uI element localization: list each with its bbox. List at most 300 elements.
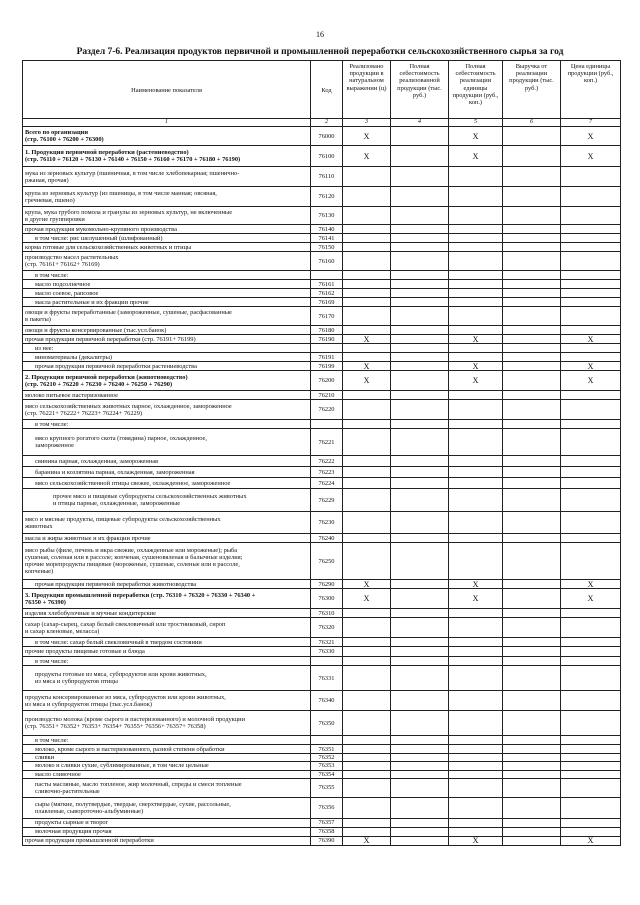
value-cell[interactable] <box>343 618 391 638</box>
value-cell[interactable] <box>343 534 391 543</box>
value-cell[interactable] <box>449 187 503 207</box>
column-number-row <box>23 119 621 127</box>
value-cell[interactable] <box>391 657 449 666</box>
table-row <box>23 289 621 298</box>
value-cell[interactable] <box>503 657 561 666</box>
value-cell[interactable] <box>343 543 391 580</box>
value-cell[interactable] <box>561 456 621 467</box>
value-cell[interactable] <box>449 298 503 307</box>
value-cell[interactable] <box>449 534 503 543</box>
value-cell[interactable]: X <box>561 589 621 609</box>
value-cell[interactable]: X <box>449 371 503 391</box>
value-cell[interactable] <box>503 580 561 589</box>
value-cell[interactable] <box>561 243 621 252</box>
value-cell[interactable] <box>343 754 391 762</box>
value-cell[interactable] <box>391 289 449 298</box>
value-cell[interactable] <box>449 736 503 745</box>
value-cell[interactable] <box>343 353 391 362</box>
value-cell[interactable]: X <box>561 836 621 845</box>
value-cell[interactable] <box>449 762 503 770</box>
value-cell[interactable] <box>449 456 503 467</box>
value-cell[interactable] <box>503 298 561 307</box>
table-row <box>23 353 621 362</box>
value-cell[interactable] <box>343 770 391 778</box>
value-cell[interactable] <box>449 638 503 647</box>
value-cell[interactable] <box>503 754 561 762</box>
value-cell[interactable] <box>561 280 621 289</box>
row-code: 76353 <box>311 762 343 770</box>
value-cell[interactable] <box>391 618 449 638</box>
value-cell[interactable]: X <box>343 335 391 344</box>
value-cell[interactable] <box>391 207 449 225</box>
row-code: 76222 <box>311 456 343 467</box>
value-cell[interactable] <box>503 280 561 289</box>
value-cell[interactable] <box>343 400 391 420</box>
value-cell[interactable] <box>561 618 621 638</box>
value-cell[interactable] <box>561 298 621 307</box>
value-cell[interactable] <box>391 711 449 736</box>
value-cell[interactable]: X <box>343 589 391 609</box>
row-name: крупа из зерновых культур (из пшеницы, в том числе манная; овсяная, гречневая, пшено) <box>23 187 311 207</box>
value-cell[interactable] <box>343 391 391 400</box>
value-cell[interactable] <box>503 609 561 618</box>
value-cell[interactable] <box>561 827 621 836</box>
value-cell[interactable] <box>343 187 391 207</box>
value-cell[interactable] <box>561 489 621 512</box>
value-cell[interactable] <box>343 778 391 797</box>
value-cell[interactable] <box>561 234 621 243</box>
value-cell[interactable] <box>449 467 503 478</box>
value-cell[interactable] <box>503 666 561 691</box>
value-cell[interactable] <box>561 289 621 298</box>
value-cell[interactable] <box>503 289 561 298</box>
value-cell[interactable] <box>503 243 561 252</box>
value-cell[interactable] <box>343 691 391 711</box>
value-cell[interactable] <box>449 391 503 400</box>
value-cell[interactable] <box>503 745 561 754</box>
value-cell[interactable] <box>503 647 561 657</box>
value-cell[interactable] <box>503 489 561 512</box>
row-name: масла и жиры животные и их фракции прочие <box>23 534 311 543</box>
row-code: 76150 <box>311 243 343 252</box>
value-cell[interactable] <box>449 478 503 489</box>
value-cell[interactable] <box>449 280 503 289</box>
value-cell[interactable] <box>343 666 391 691</box>
value-cell[interactable] <box>391 512 449 534</box>
value-cell[interactable] <box>391 146 449 167</box>
value-cell[interactable] <box>561 353 621 362</box>
value-cell[interactable] <box>343 456 391 467</box>
value-cell[interactable] <box>449 711 503 736</box>
value-cell[interactable] <box>449 778 503 797</box>
value-cell[interactable]: X <box>449 127 503 146</box>
row-name: производство масел растительных (стр. 76161+ 76162+ 76169) <box>23 252 311 271</box>
value-cell[interactable] <box>343 657 391 666</box>
value-cell[interactable] <box>391 271 449 280</box>
value-cell[interactable] <box>391 298 449 307</box>
value-cell[interactable] <box>449 797 503 818</box>
value-cell[interactable] <box>503 797 561 818</box>
value-cell[interactable] <box>449 818 503 827</box>
value-cell[interactable] <box>391 647 449 657</box>
table-row <box>23 127 621 146</box>
value-cell[interactable] <box>391 827 449 836</box>
table-row <box>23 666 621 691</box>
value-cell[interactable] <box>391 225 449 234</box>
value-cell[interactable] <box>449 512 503 534</box>
value-cell[interactable] <box>503 778 561 797</box>
value-cell[interactable] <box>561 478 621 489</box>
value-cell[interactable] <box>503 770 561 778</box>
value-cell[interactable] <box>343 638 391 647</box>
value-cell[interactable] <box>391 778 449 797</box>
value-cell[interactable] <box>561 691 621 711</box>
value-cell[interactable] <box>503 307 561 326</box>
value-cell[interactable] <box>561 167 621 187</box>
value-cell[interactable] <box>561 391 621 400</box>
value-cell[interactable] <box>391 478 449 489</box>
value-cell[interactable] <box>449 770 503 778</box>
value-cell[interactable] <box>503 400 561 420</box>
value-cell[interactable]: X <box>343 371 391 391</box>
row-code: 76100 <box>311 146 343 167</box>
value-cell[interactable] <box>343 478 391 489</box>
value-cell[interactable] <box>561 762 621 770</box>
value-cell[interactable] <box>391 362 449 371</box>
value-cell[interactable] <box>449 344 503 353</box>
table-row <box>23 252 621 271</box>
value-cell[interactable] <box>343 234 391 243</box>
value-cell[interactable] <box>391 391 449 400</box>
value-cell[interactable] <box>503 127 561 146</box>
value-cell[interactable] <box>561 271 621 280</box>
value-cell[interactable] <box>391 589 449 609</box>
value-cell[interactable] <box>343 489 391 512</box>
value-cell[interactable] <box>343 827 391 836</box>
value-cell[interactable] <box>503 827 561 836</box>
value-cell[interactable] <box>391 187 449 207</box>
value-cell[interactable] <box>391 691 449 711</box>
value-cell[interactable] <box>503 420 561 429</box>
value-cell[interactable] <box>561 638 621 647</box>
value-cell[interactable] <box>449 657 503 666</box>
row-name: в том числе: <box>23 736 311 745</box>
value-cell[interactable] <box>449 289 503 298</box>
row-code: 76140 <box>311 225 343 234</box>
value-cell[interactable] <box>449 167 503 187</box>
value-cell[interactable] <box>391 252 449 271</box>
value-cell[interactable] <box>391 420 449 429</box>
value-cell[interactable] <box>449 307 503 326</box>
row-code: 76229 <box>311 489 343 512</box>
value-cell[interactable] <box>449 420 503 429</box>
value-cell[interactable]: X <box>561 580 621 589</box>
value-cell[interactable]: X <box>561 362 621 371</box>
value-cell[interactable] <box>343 307 391 326</box>
value-cell[interactable]: X <box>343 146 391 167</box>
value-cell[interactable] <box>449 234 503 243</box>
value-cell[interactable] <box>503 589 561 609</box>
value-cell[interactable] <box>503 344 561 353</box>
value-cell[interactable] <box>503 691 561 711</box>
column-number: 1 <box>23 119 311 127</box>
table-row <box>23 691 621 711</box>
value-cell[interactable] <box>391 307 449 326</box>
value-cell[interactable] <box>503 225 561 234</box>
value-cell[interactable] <box>343 818 391 827</box>
column-number: 3 <box>343 119 391 127</box>
value-cell[interactable] <box>343 344 391 353</box>
value-cell[interactable] <box>503 736 561 745</box>
row-name: мука из зерновых культур (пшеничная, в том числе хлебопекарная; пшенично- ржаная, прочая) <box>23 167 311 187</box>
value-cell[interactable] <box>561 745 621 754</box>
value-cell[interactable] <box>449 400 503 420</box>
value-cell[interactable] <box>343 745 391 754</box>
value-cell[interactable] <box>561 207 621 225</box>
value-cell[interactable] <box>503 512 561 534</box>
value-cell[interactable] <box>561 666 621 691</box>
value-cell[interactable] <box>449 618 503 638</box>
value-cell[interactable] <box>561 818 621 827</box>
value-cell[interactable] <box>503 429 561 456</box>
value-cell[interactable] <box>391 326 449 335</box>
value-cell[interactable] <box>391 818 449 827</box>
value-cell[interactable] <box>343 736 391 745</box>
value-cell[interactable] <box>343 243 391 252</box>
value-cell[interactable] <box>449 252 503 271</box>
value-cell[interactable] <box>343 711 391 736</box>
value-cell[interactable] <box>449 271 503 280</box>
value-cell[interactable] <box>503 638 561 647</box>
value-cell[interactable] <box>391 638 449 647</box>
row-code: 76199 <box>311 362 343 371</box>
value-cell[interactable] <box>391 280 449 289</box>
value-cell[interactable] <box>391 429 449 456</box>
value-cell[interactable]: X <box>561 146 621 167</box>
value-cell[interactable] <box>343 512 391 534</box>
row-code: 76130 <box>311 207 343 225</box>
value-cell[interactable] <box>561 711 621 736</box>
value-cell[interactable] <box>503 818 561 827</box>
value-cell[interactable] <box>343 280 391 289</box>
value-cell[interactable] <box>561 543 621 580</box>
value-cell[interactable] <box>343 289 391 298</box>
report-table <box>22 60 621 846</box>
value-cell[interactable]: X <box>343 127 391 146</box>
row-code: 76224 <box>311 478 343 489</box>
value-cell[interactable] <box>449 225 503 234</box>
value-cell[interactable]: X <box>343 580 391 589</box>
value-cell[interactable] <box>343 762 391 770</box>
value-cell[interactable] <box>503 271 561 280</box>
value-cell[interactable] <box>391 736 449 745</box>
value-cell[interactable] <box>391 745 449 754</box>
value-cell[interactable]: X <box>449 836 503 845</box>
row-name: мясо рыбы (филе, печень и икра свежие, охлажденные или мороженые); рыба сушеная, соленая или в рассоле; копченая, сушеновяленая и балычные изделия; прочие морепродукты пищевые (мороженые, сушеные, соленые или в рассоле, копченые) <box>23 543 311 580</box>
value-cell[interactable] <box>391 335 449 344</box>
value-cell[interactable] <box>449 827 503 836</box>
value-cell[interactable] <box>503 234 561 243</box>
value-cell[interactable] <box>449 754 503 762</box>
value-cell[interactable] <box>561 754 621 762</box>
value-cell[interactable] <box>561 467 621 478</box>
value-cell[interactable] <box>391 543 449 580</box>
value-cell[interactable] <box>449 353 503 362</box>
value-cell[interactable] <box>343 298 391 307</box>
value-cell[interactable] <box>503 836 561 845</box>
value-cell[interactable] <box>391 167 449 187</box>
row-name: в том числе: <box>23 657 311 666</box>
row-name: прочая продукция промышленной переработки <box>23 836 311 845</box>
value-cell[interactable]: X <box>343 836 391 845</box>
value-cell[interactable] <box>391 770 449 778</box>
value-cell[interactable] <box>343 207 391 225</box>
value-cell[interactable] <box>503 618 561 638</box>
value-cell[interactable]: X <box>449 146 503 167</box>
value-cell[interactable] <box>391 762 449 770</box>
value-cell[interactable] <box>449 207 503 225</box>
value-cell[interactable] <box>391 344 449 353</box>
value-cell[interactable] <box>391 127 449 146</box>
value-cell[interactable]: X <box>561 371 621 391</box>
value-cell[interactable] <box>449 489 503 512</box>
value-cell[interactable] <box>561 534 621 543</box>
row-name: производство молока (кроме сырого и пастеризованного) и молочной продукции (стр. 76351+ 76352+ 76353+ 76354+ 76355+ 76356+ 76357+ 76358) <box>23 711 311 736</box>
row-name: 3. Продукция промышленной переработки (стр. 76310 + 76320 + 76330 + 76340 + 76350 + 76390) <box>23 589 311 609</box>
value-cell[interactable] <box>391 353 449 362</box>
value-cell[interactable] <box>449 243 503 252</box>
value-cell[interactable] <box>449 609 503 618</box>
row-name: масло соевое, рапсовое <box>23 289 311 298</box>
value-cell[interactable] <box>391 456 449 467</box>
row-name: прочая продукция первичной переработки (стр. 76191+ 76199) <box>23 335 311 344</box>
value-cell[interactable] <box>503 371 561 391</box>
value-cell[interactable] <box>391 836 449 845</box>
value-cell[interactable] <box>561 344 621 353</box>
value-cell[interactable] <box>561 225 621 234</box>
value-cell[interactable] <box>561 429 621 456</box>
value-cell[interactable] <box>503 534 561 543</box>
value-cell[interactable] <box>503 146 561 167</box>
value-cell[interactable] <box>449 326 503 335</box>
value-cell[interactable] <box>561 252 621 271</box>
value-cell[interactable] <box>561 420 621 429</box>
value-cell[interactable] <box>391 580 449 589</box>
row-name: в том числе: сахар белый свекловичный в твердом состоянии <box>23 638 311 647</box>
table-row <box>23 797 621 818</box>
value-cell[interactable] <box>561 187 621 207</box>
value-cell[interactable] <box>561 400 621 420</box>
value-cell[interactable] <box>503 543 561 580</box>
table-row <box>23 778 621 797</box>
row-name: мясо и мясные продукты, пищевые субпродукты сельскохозяйственных животных <box>23 512 311 534</box>
value-cell[interactable] <box>343 326 391 335</box>
row-code: 76331 <box>311 666 343 691</box>
value-cell[interactable] <box>449 647 503 657</box>
value-cell[interactable] <box>503 362 561 371</box>
value-cell[interactable] <box>343 420 391 429</box>
value-cell[interactable] <box>503 326 561 335</box>
value-cell[interactable] <box>391 234 449 243</box>
value-cell[interactable] <box>449 543 503 580</box>
value-cell[interactable] <box>391 467 449 478</box>
value-cell[interactable] <box>391 243 449 252</box>
value-cell[interactable] <box>391 609 449 618</box>
value-cell[interactable]: X <box>449 335 503 344</box>
value-cell[interactable] <box>391 489 449 512</box>
value-cell[interactable] <box>561 307 621 326</box>
value-cell[interactable] <box>561 778 621 797</box>
value-cell[interactable] <box>391 797 449 818</box>
value-cell[interactable] <box>503 207 561 225</box>
value-cell[interactable]: X <box>561 335 621 344</box>
value-cell[interactable] <box>503 762 561 770</box>
value-cell[interactable] <box>561 797 621 818</box>
value-cell[interactable] <box>503 711 561 736</box>
value-cell[interactable] <box>343 252 391 271</box>
value-cell[interactable]: X <box>449 580 503 589</box>
row-name: масла растительные и их фракции прочие <box>23 298 311 307</box>
value-cell[interactable] <box>503 187 561 207</box>
value-cell[interactable] <box>343 647 391 657</box>
value-cell[interactable] <box>449 691 503 711</box>
value-cell[interactable]: X <box>449 362 503 371</box>
value-cell[interactable] <box>503 353 561 362</box>
value-cell[interactable] <box>449 745 503 754</box>
value-cell[interactable]: X <box>561 127 621 146</box>
value-cell[interactable] <box>503 335 561 344</box>
value-cell[interactable]: X <box>343 362 391 371</box>
value-cell[interactable] <box>343 225 391 234</box>
value-cell[interactable] <box>391 534 449 543</box>
value-cell[interactable] <box>503 252 561 271</box>
value-cell[interactable] <box>391 371 449 391</box>
value-cell[interactable]: X <box>449 589 503 609</box>
section-title: Раздел 7-6. Реализация продуктов первичной и промышленной переработки сельскохозяйственного сырья за год <box>76 47 564 57</box>
table-row <box>23 512 621 534</box>
row-code: 76356 <box>311 797 343 818</box>
value-cell[interactable] <box>343 429 391 456</box>
column-number: 4 <box>391 119 449 127</box>
value-cell[interactable] <box>343 609 391 618</box>
value-cell[interactable] <box>561 512 621 534</box>
header-unit-cost: Полная себестоимость реализации единицы продукции (руб., коп.) <box>449 61 503 119</box>
value-cell[interactable] <box>343 271 391 280</box>
value-cell[interactable] <box>449 429 503 456</box>
value-cell[interactable] <box>343 467 391 478</box>
value-cell[interactable] <box>391 400 449 420</box>
value-cell[interactable] <box>343 797 391 818</box>
value-cell[interactable] <box>391 754 449 762</box>
value-cell[interactable] <box>561 609 621 618</box>
value-cell[interactable] <box>343 167 391 187</box>
value-cell[interactable] <box>503 467 561 478</box>
value-cell[interactable] <box>503 456 561 467</box>
row-code: 76355 <box>311 778 343 797</box>
row-code <box>311 657 343 666</box>
value-cell[interactable] <box>503 478 561 489</box>
value-cell[interactable] <box>561 647 621 657</box>
value-cell[interactable] <box>391 666 449 691</box>
value-cell[interactable] <box>449 666 503 691</box>
value-cell[interactable] <box>503 391 561 400</box>
value-cell[interactable] <box>561 770 621 778</box>
value-cell[interactable] <box>561 326 621 335</box>
row-name: свинина парная, охлажденная, замороженная <box>23 456 311 467</box>
value-cell[interactable] <box>503 167 561 187</box>
value-cell[interactable] <box>561 657 621 666</box>
value-cell[interactable] <box>561 736 621 745</box>
